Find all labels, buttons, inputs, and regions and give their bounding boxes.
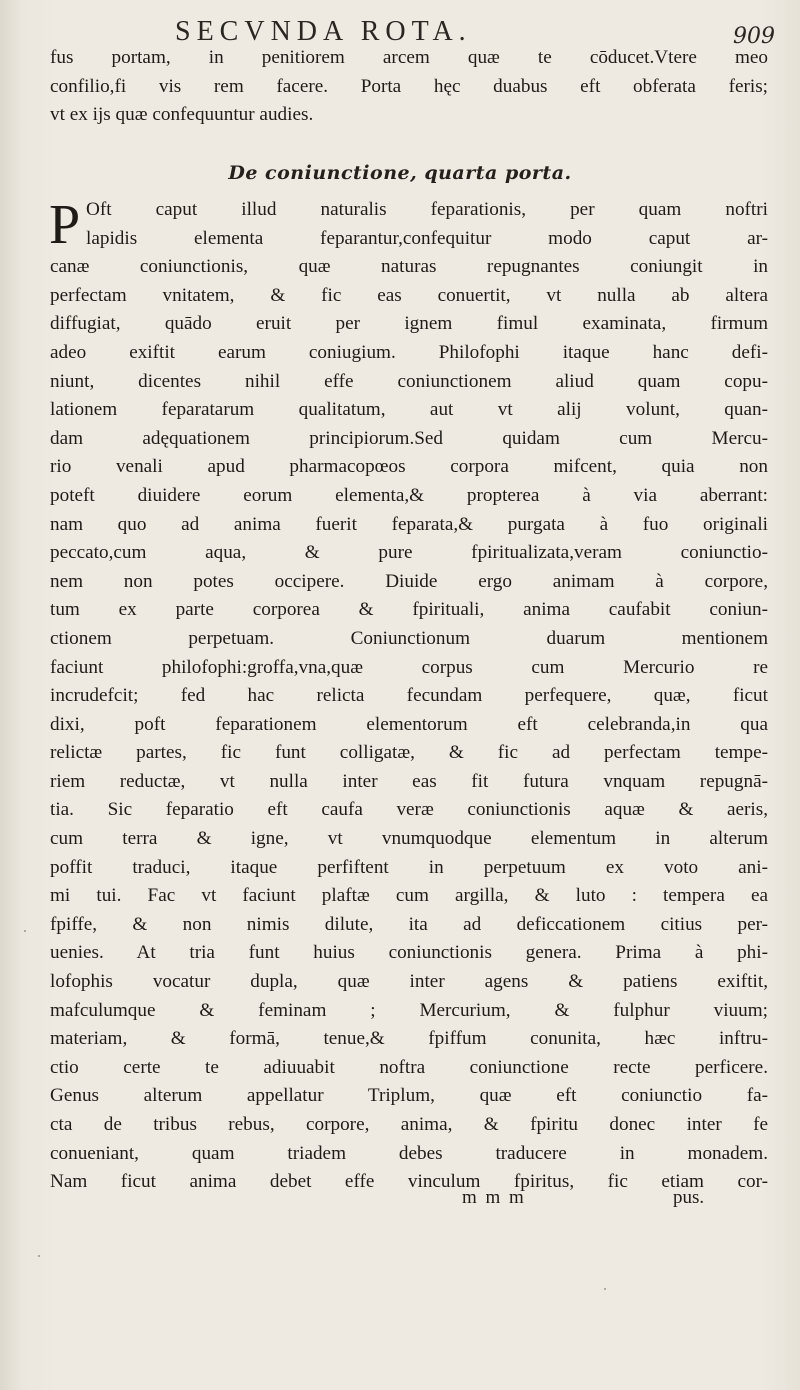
text-line: canæ coniunctionis, quæ naturas repugnantes coniungit in bbox=[50, 256, 768, 278]
section-heading: De coniunctione, quarta porta. bbox=[228, 162, 572, 184]
text-line: niunt, dicentes nihil effe coniunctionem aliud quam copu- bbox=[50, 370, 768, 392]
text-line: poteft diuidere eorum elementa,& propterea à via aberrant: bbox=[50, 484, 768, 506]
page-footer bbox=[0, 1187, 800, 1217]
text-line: Genus alterum appellatur Triplum, quæ eft coniunctio fa- bbox=[50, 1085, 768, 1107]
text-line: uenies. At tria funt huius coniunctionis genera. Prima à phi- bbox=[50, 942, 768, 964]
intro-paragraph bbox=[50, 44, 768, 130]
text-line: relictæ partes, fic funt colligatæ, & fic ad perfectam tempe- bbox=[50, 742, 768, 764]
text-line: mafculumque & feminam ; Mercurium, & fulphur viuum; bbox=[50, 999, 768, 1021]
text-line: cum terra & igne, vt vnumquodque elementum in alterum bbox=[50, 828, 768, 850]
text-line: diffugiat, quādo eruit per ignem fimul examinata, firmum bbox=[50, 313, 768, 335]
paper-speck bbox=[24, 930, 26, 932]
text-line: tum ex parte corporea & fpirituali, anima caufabit coniun- bbox=[50, 599, 768, 621]
text-line: poffit traduci, itaque perfiftent in perpetuum ex voto ani- bbox=[50, 856, 768, 878]
text-line: materiam, & formā, tenue,& fpiffum conunita, hæc inftru- bbox=[50, 1028, 768, 1050]
text-line: nam quo ad anima fuerit feparata,& purgata à fuo originali bbox=[50, 513, 768, 535]
text-line: confilio,fi vis rem facere. Porta hęc duabus eft obferata feris; bbox=[50, 75, 768, 97]
drop-cap: P bbox=[49, 194, 81, 256]
text-line: perfectam vnitatem, & fic eas conuertit, vt nulla ab altera bbox=[50, 284, 768, 306]
text-line: nem non potes occipere. Diuide ergo animam à corpore, bbox=[50, 570, 768, 592]
text-line: vt ex ijs quæ confequuntur audies. bbox=[50, 104, 314, 126]
paper-speck bbox=[38, 1255, 40, 1257]
text-line: conueniant, quam triadem debes traducere in monadem. bbox=[50, 1142, 768, 1164]
running-head: SECVNDA ROTA. bbox=[175, 16, 472, 47]
text-line: lationem feparatarum qualitatum, aut vt alij volunt, quan- bbox=[50, 399, 768, 421]
text-line: rio venali apud pharmacopœos corpora mifcent, quia non bbox=[50, 456, 768, 478]
text-line: peccato,cum aqua, & pure fpiritualizata,veram coniunctio- bbox=[50, 542, 768, 564]
signature-mark: m m m bbox=[462, 1187, 526, 1208]
page-number: 909 bbox=[733, 24, 775, 49]
text-line: lapidis elementa feparantur,confequitur modo caput ar- bbox=[86, 227, 768, 249]
text-line: fus portam, in penitiorem arcem quæ te cōducet.Vtere meo bbox=[50, 47, 768, 68]
text-line: cta de tribus rebus, corpore, anima, & fpiritu donec inter fe bbox=[50, 1114, 768, 1135]
text-line: riem reductæ, vt nulla inter eas fit futura vnquam repugnā- bbox=[50, 770, 768, 792]
text-line: adeo exiftit earum coniugium. Philofophi itaque hanc defi- bbox=[50, 341, 768, 363]
text-line: dam adęquationem principiorum.Sed quidam cum Mercu- bbox=[50, 427, 768, 449]
text-line: ctio certe te adiuuabit noftra coniunctione recte perficere. bbox=[50, 1056, 768, 1078]
text-line: incrudefcit; fed hac relicta fecundam perfequere, quæ, ficut bbox=[50, 685, 768, 707]
text-line: Nam ficut anima debet effe vinculum fpiritus, fic etiam cor- bbox=[50, 1171, 768, 1193]
paper-speck bbox=[604, 1288, 606, 1290]
text-line: dixi, poft feparationem elementorum eft celebranda,in qua bbox=[50, 713, 768, 735]
text-line: tia. Sic feparatio eft caufa veræ coniunctionis aquæ & aeris, bbox=[50, 799, 768, 821]
body-paragraph bbox=[50, 196, 768, 1197]
text-line: faciunt philofophi:groffa,vna,quæ corpus cum Mercurio re bbox=[50, 656, 768, 678]
text-line: Oft caput illud naturalis feparationis, per quam noftri bbox=[86, 199, 768, 220]
catchword: pus. bbox=[673, 1187, 705, 1208]
text-line: ctionem perpetuam. Coniunctionum duarum mentionem bbox=[50, 627, 768, 649]
text-line: lofophis vocatur dupla, quæ inter agens & patiens exiftit, bbox=[50, 971, 768, 993]
text-line: fpiffe, & non nimis dilute, ita ad deficcationem citius per- bbox=[50, 913, 768, 935]
text-line: mi tui. Fac vt faciunt plaftæ cum argilla, & luto : tempera ea bbox=[50, 885, 768, 907]
